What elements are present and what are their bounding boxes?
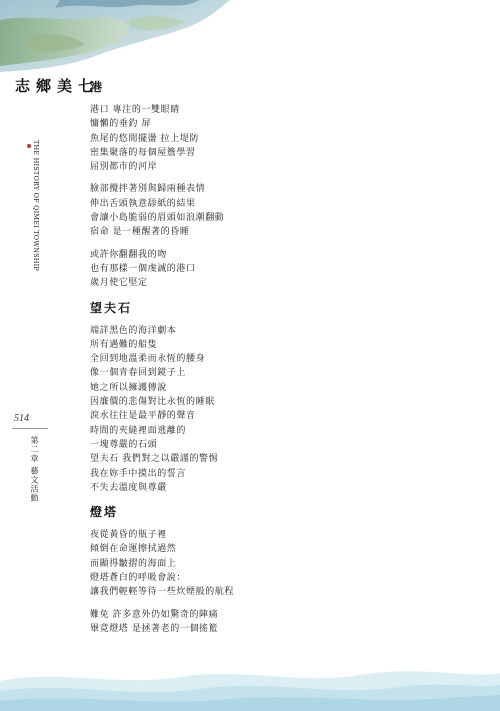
stanza — [90, 103, 470, 174]
poem-line: 臉部攪拌著別與歸兩種表情 — [90, 184, 206, 195]
poem-title: 燈塔 — [90, 505, 119, 520]
poem-line: 她之所以擁護傳說 — [90, 382, 167, 393]
stanza — [90, 608, 470, 637]
poem-line: 密集聚落的每個屋簷學習 — [90, 147, 196, 158]
footer-wave-art — [0, 641, 500, 711]
poem-line: 所有遇難的船隻 — [90, 339, 158, 350]
poem-title: 望夫石 — [90, 300, 133, 315]
poem-line: 宿命 是一種醒著的昏睡 — [90, 227, 190, 238]
book-title: 七美鄉志 — [13, 78, 94, 95]
poem-line: 伸出舌頭執意舔紙的結果 — [90, 198, 196, 209]
poem-line: 而顯得皺摺的海面上 — [90, 558, 177, 569]
header-landscape-art — [0, 0, 500, 80]
poem-line: 港口 專注的一雙眼睛 — [90, 105, 180, 115]
poem-line: 像一個青春回到鏡子上 — [90, 368, 187, 379]
poem-line: 一塊尊嚴的石頭 — [90, 439, 158, 450]
poem-line: 燈塔蒼白的呼吸會說： — [90, 573, 187, 584]
poem-line: 難免 許多意外仍如驚奇的陣痛 — [90, 609, 219, 620]
poem-line: 歲月使它堅定 — [90, 278, 148, 289]
poem-line: 全回到地溫柔而永恆的腰身 — [90, 354, 206, 365]
chapter-label: 第二章 藝文活動 — [30, 436, 39, 503]
poem-line: 我在妳手中摸出的誓言 — [90, 468, 187, 479]
poem-section — [90, 299, 470, 496]
poem-line: 屈別都市的河岸 — [90, 162, 158, 173]
book-subtitle: THE HISTORY OF QIMEI TOWNSHIP — [32, 140, 40, 271]
poem-line: 淚水往往是最平靜的聲音 — [90, 411, 196, 422]
poem-section — [90, 78, 470, 291]
poem-line: 畢竟燈塔 是拯著老的一個搖籃 — [90, 623, 219, 634]
stanza — [90, 182, 470, 239]
poem-line: 慵懶的垂釣 屏 — [90, 119, 152, 130]
poem-line: 時間的夾縫裡面逃離的 — [90, 425, 187, 436]
poem-line: 夜從黃昏的瓶子裡 — [90, 530, 167, 541]
poem-line: 或許你翻翻我的吻 — [90, 249, 167, 260]
poem-line: 讓我們輕輕等待一些炊煙般的航程 — [90, 587, 235, 598]
poem-title: 港 — [90, 80, 105, 94]
poem-line: 會讓小島脆弱的眉頭如浪潮翻動 — [90, 213, 225, 224]
poem-line: 傾倒在命運擦拭過然 — [90, 544, 177, 555]
stanza — [90, 528, 470, 599]
page-number-divider — [12, 428, 48, 429]
poem-line: 望夫石 我們對之以嚴謹的警惕 — [90, 454, 219, 465]
poem-line: 端詳黑色的海洋劇本 — [90, 325, 177, 336]
poem-line: 因廉價的悲傷對比永恆的睡眠 — [90, 397, 215, 408]
poem-line: 不失去溫度與尊嚴 — [90, 482, 167, 493]
poem-line: 也有那樣一個虔誠的港口 — [90, 263, 196, 274]
poem-content — [90, 78, 470, 644]
page-number: 514 — [14, 413, 29, 424]
poem-section — [90, 503, 470, 636]
stanza — [90, 324, 470, 496]
brand-seal-dot — [27, 144, 31, 148]
stanza — [90, 248, 470, 291]
poem-line: 魚尾的悠閒擺盪 拉上堤防 — [90, 133, 200, 144]
